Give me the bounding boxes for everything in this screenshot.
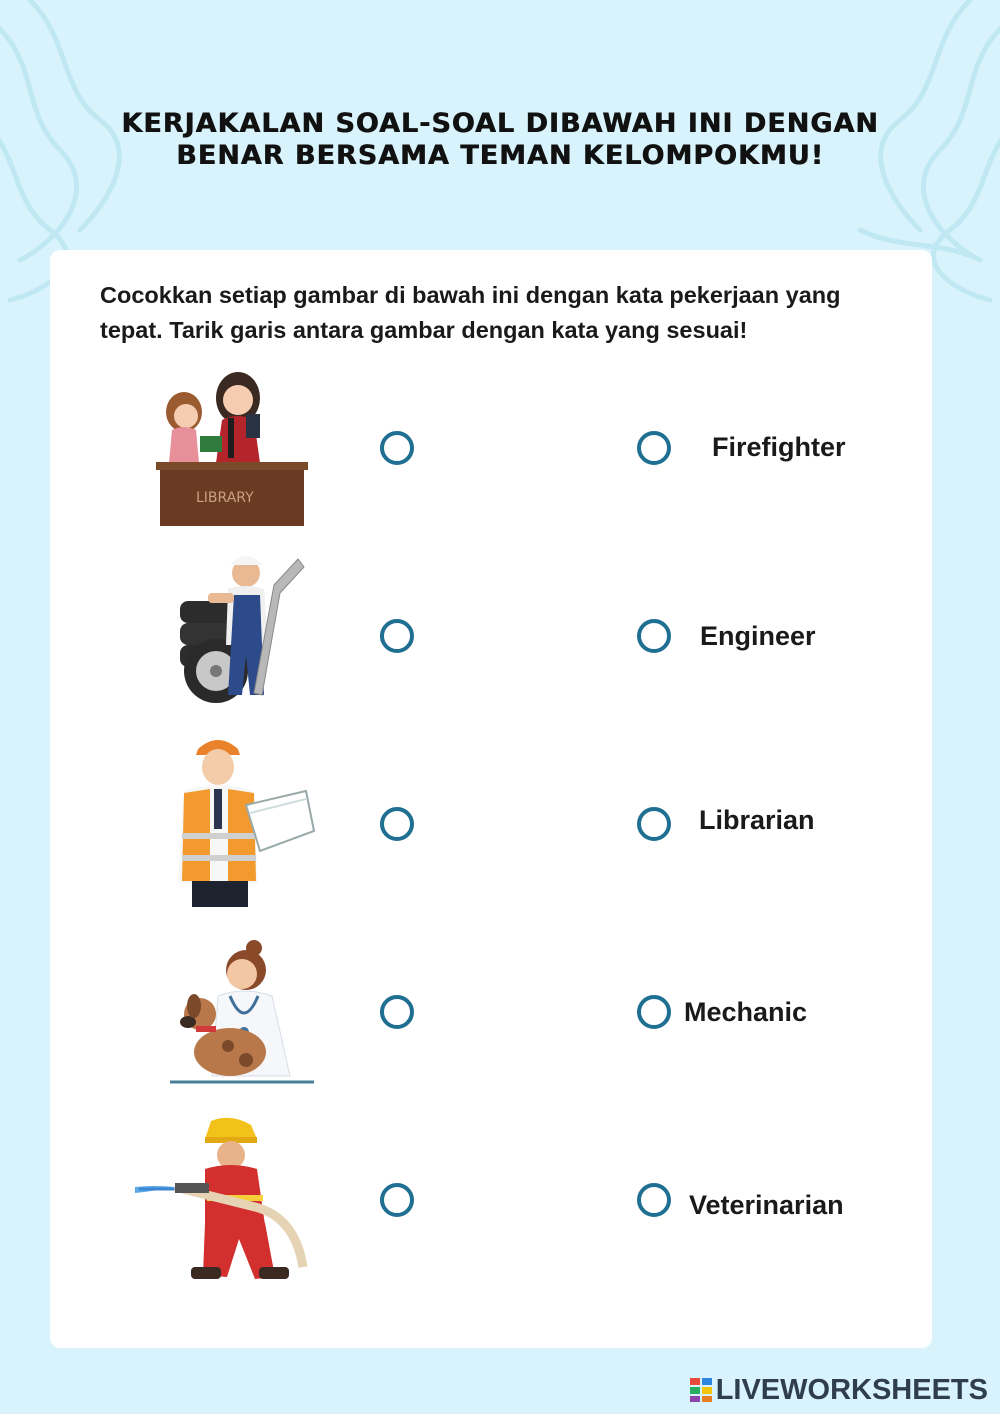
word-veterinarian: Veterinarian [689, 1190, 844, 1220]
instruction-text [100, 278, 930, 348]
word-dot-veterinarian[interactable] [637, 1183, 671, 1217]
word-engineer: Engineer [700, 621, 816, 651]
title-line-2: BENAR BERSAMA TEMAN KELOMPOKMU! [176, 140, 824, 171]
engineer-illustration [170, 733, 320, 908]
word-dot-mechanic[interactable] [637, 995, 671, 1029]
librarian-illustration [150, 368, 315, 538]
mechanic-illustration [178, 545, 308, 705]
liveworksheets-brand [690, 1372, 988, 1408]
library-desk-label: LIBRARY [196, 490, 254, 506]
picture-dot-3[interactable] [380, 807, 414, 841]
word-dot-engineer[interactable] [637, 619, 671, 653]
word-dot-librarian[interactable] [637, 807, 671, 841]
liveworksheets-logo-icon [690, 1378, 712, 1402]
picture-dot-5[interactable] [380, 1183, 414, 1217]
instruction-line-2: tepat. Tarik garis antara gambar dengan kata yang sesuai! [100, 317, 748, 343]
worksheet-title [60, 108, 940, 172]
word-librarian: Librarian [699, 805, 815, 835]
instruction-line-1: Cocokkan setiap gambar di bawah ini dengan kata pekerjaan yang [100, 282, 841, 308]
picture-dot-1[interactable] [380, 431, 414, 465]
word-firefighter: Firefighter [712, 432, 846, 462]
veterinarian-illustration [168, 940, 318, 1088]
picture-dot-2[interactable] [380, 619, 414, 653]
title-line-1: KERJAKALAN SOAL-SOAL DIBAWAH INI DENGAN [121, 108, 879, 139]
picture-dot-4[interactable] [380, 995, 414, 1029]
word-mechanic: Mechanic [684, 997, 808, 1027]
firefighter-illustration [135, 1117, 310, 1289]
liveworksheets-brand-text: LIVEWORKSHEETS [715, 1373, 988, 1406]
word-dot-firefighter[interactable] [637, 431, 671, 465]
